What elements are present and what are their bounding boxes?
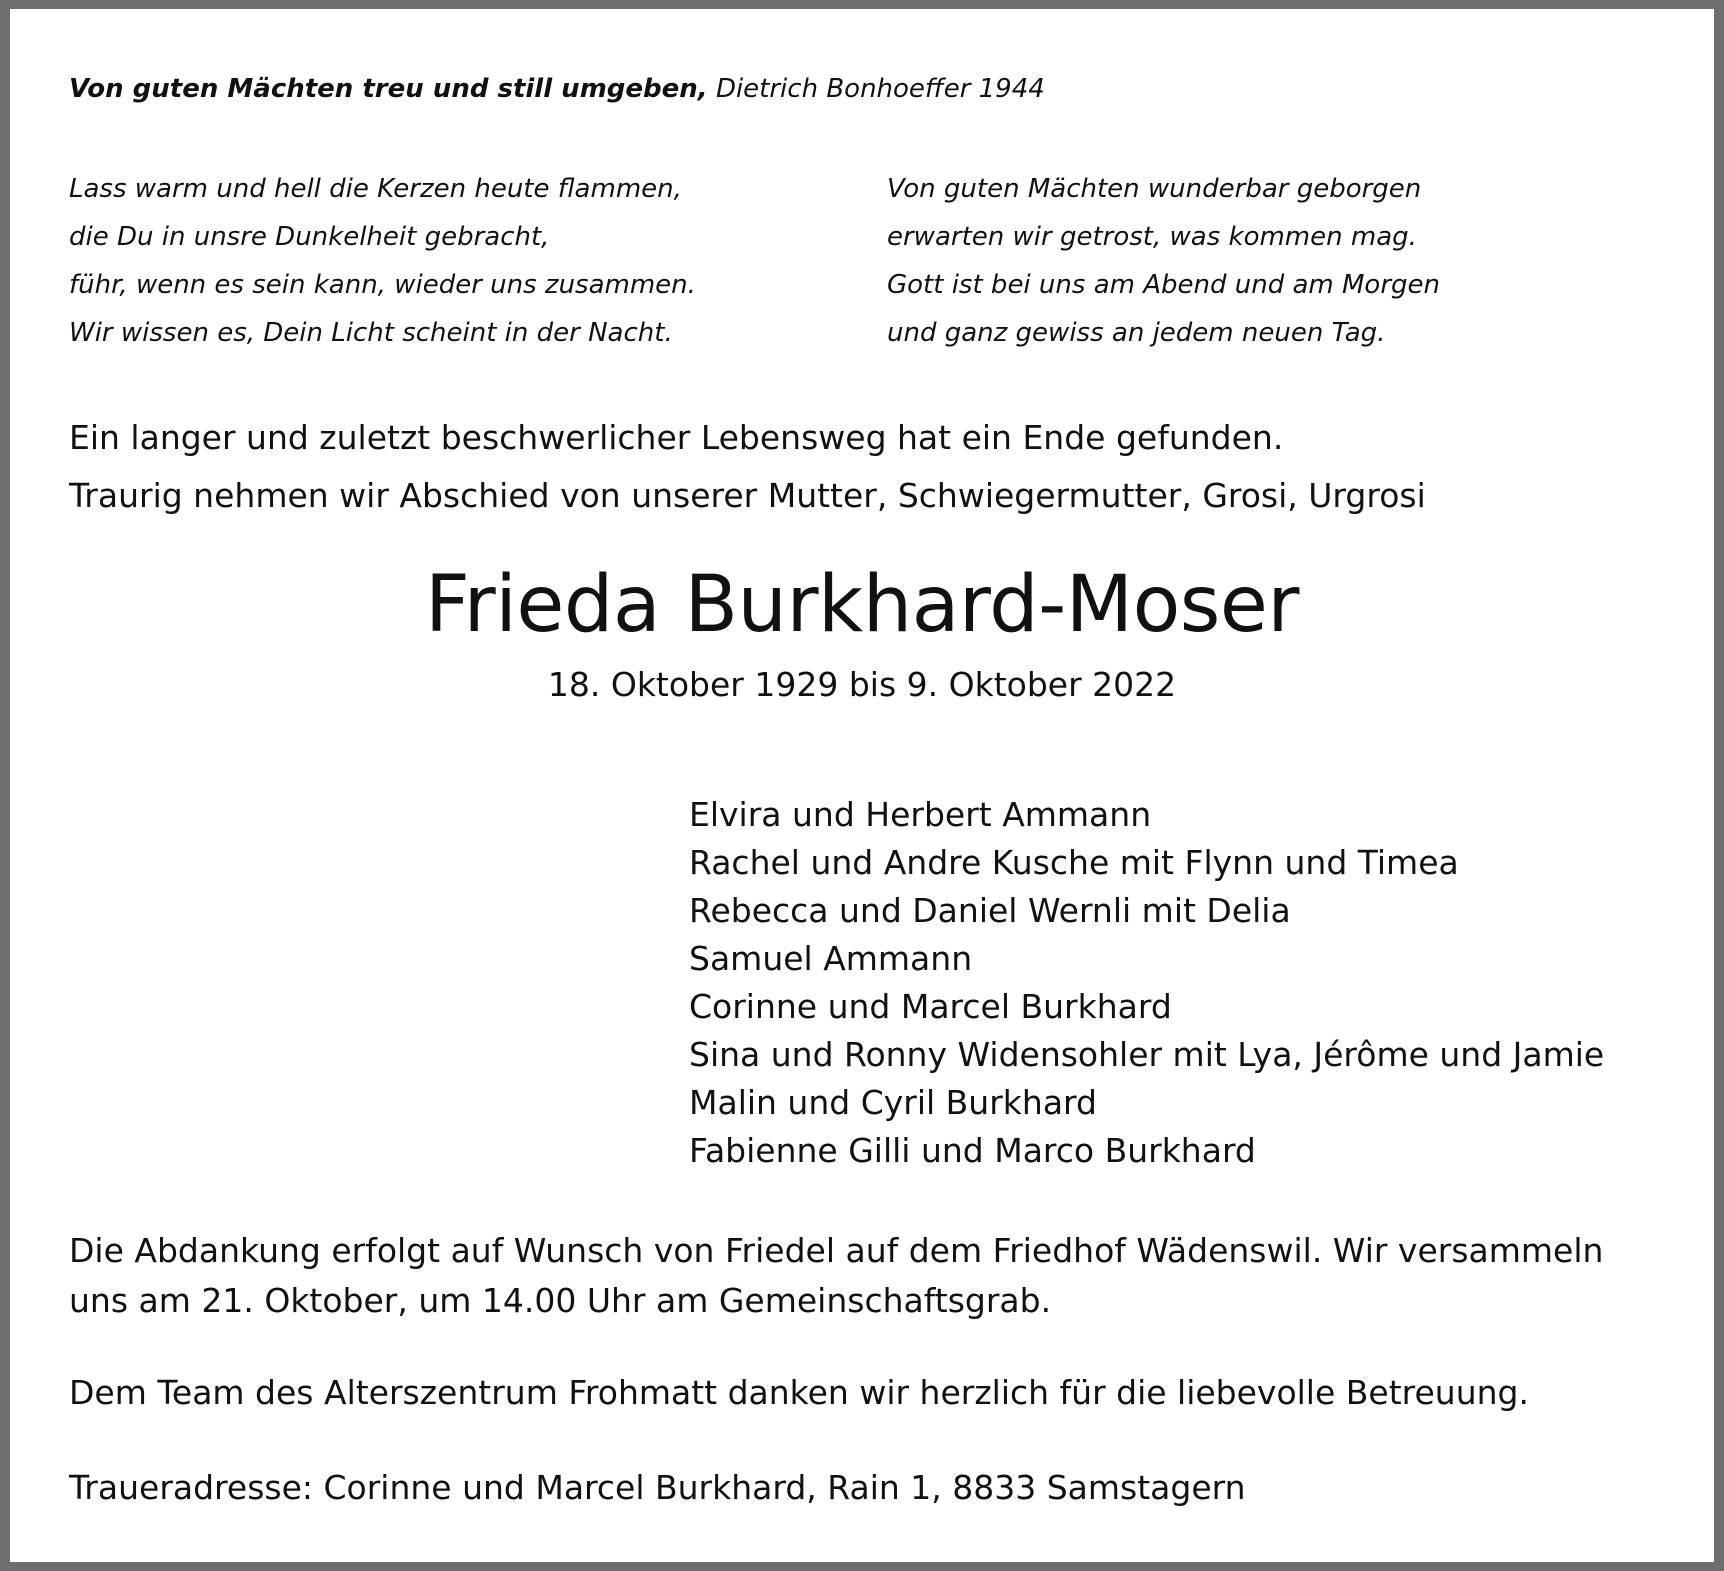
- ceremony-line: Die Abdankung erfolgt auf Wunsch von Friedel auf dem Friedhof Wädenswil. Wir versammeln: [69, 1231, 1604, 1270]
- poem-line: die Du in unsre Dunkelheit gebracht,: [69, 222, 550, 252]
- poem-line: erwarten wir getrost, was kommen mag.: [887, 222, 1417, 252]
- mourner-entry: Sina und Ronny Widensohler mit Lya, Jérôme und Jamie: [689, 1035, 1605, 1074]
- intro-line: Ein langer und zuletzt beschwerlicher Lebensweg hat ein Ende gefunden.: [69, 418, 1284, 457]
- poem-stanza-right: [887, 165, 1440, 357]
- obituary-notice: [10, 9, 1714, 1562]
- poem-line: Von guten Mächten wunderbar geborgen: [887, 174, 1422, 204]
- poem-line: und ganz gewiss an jedem neuen Tag.: [887, 318, 1386, 348]
- mourner-entry: Fabienne Gilli und Marco Burkhard: [689, 1131, 1256, 1170]
- mourning-address: Traueradresse: Corinne und Marcel Burkhard, Rain 1, 8833 Samstagern: [69, 1468, 1246, 1507]
- motto-title: Von guten Mächten treu und still umgeben,: [69, 74, 708, 104]
- motto-author: Dietrich Bonhoeffer 1944: [715, 74, 1045, 104]
- poem-line: Lass warm und hell die Kerzen heute flammen,: [69, 174, 682, 204]
- mourner-entry: Corinne und Marcel Burkhard: [689, 987, 1172, 1026]
- poem-line: Gott ist bei uns am Abend und am Morgen: [887, 270, 1441, 300]
- thanks-note: Dem Team des Alterszentrum Frohmatt danken wir herzlich für die liebevolle Betreuung.: [69, 1373, 1529, 1412]
- ceremony-info: [69, 1226, 1603, 1326]
- mourner-entry: Rachel und Andre Kusche mit Flynn und Timea: [689, 843, 1459, 882]
- life-dates: 18. Oktober 1929 bis 9. Oktober 2022: [547, 665, 1177, 704]
- poem-line: führ, wenn es sein kann, wieder uns zusammen.: [69, 270, 696, 300]
- mourner-entry: Malin und Cyril Burkhard: [689, 1083, 1097, 1122]
- deceased-name: Frieda Burkhard-Moser: [424, 560, 1299, 650]
- mourner-entry: Elvira und Herbert Ammann: [689, 795, 1152, 834]
- motto-line: [69, 71, 1045, 107]
- mourners-list: [689, 791, 1604, 1175]
- mourner-entry: Samuel Ammann: [689, 939, 973, 978]
- intro-line: Traurig nehmen wir Abschied von unserer Mutter, Schwiegermutter, Grosi, Urgrosi: [69, 476, 1426, 515]
- mourner-entry: Rebecca und Daniel Wernli mit Delia: [689, 891, 1291, 930]
- poem-line: Wir wissen es, Dein Licht scheint in der Nacht.: [69, 318, 673, 348]
- ceremony-line: uns am 21. Oktober, um 14.00 Uhr am Gemeinschaftsgrab.: [69, 1281, 1052, 1320]
- poem-stanza-left: [69, 165, 696, 357]
- intro-text: [69, 409, 1426, 525]
